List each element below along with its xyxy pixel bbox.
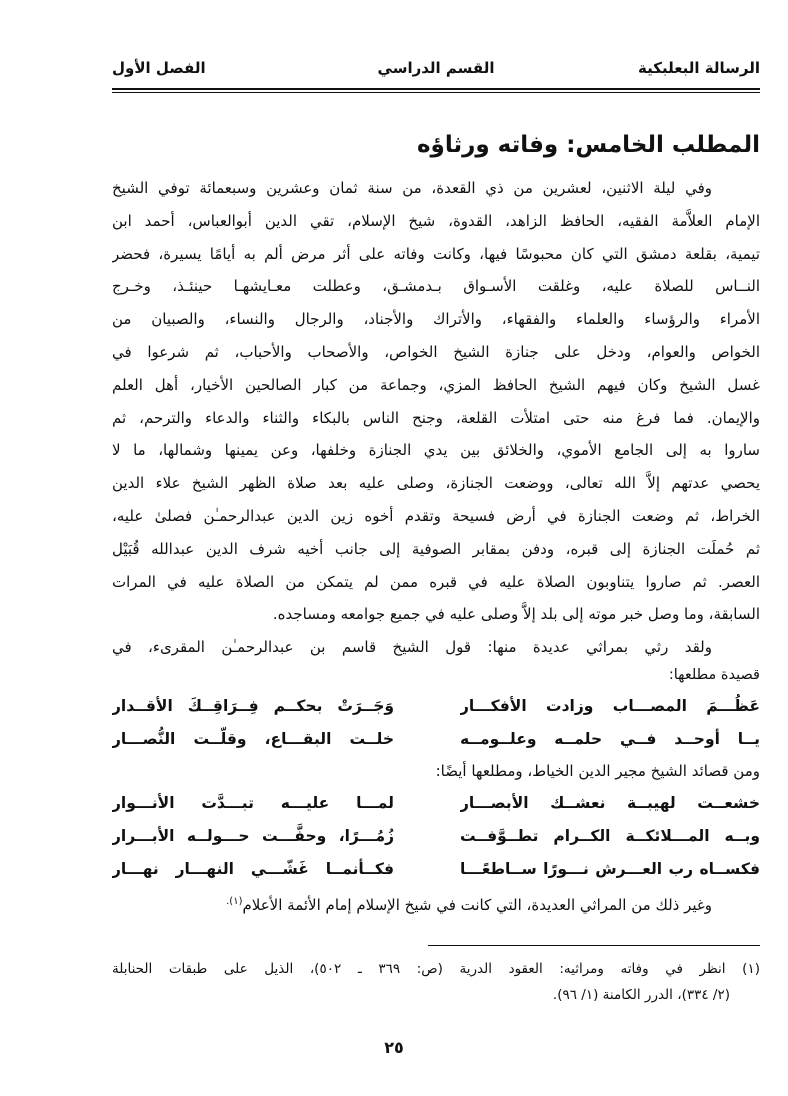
body-line: ساروا به إلى الجامع الأموي، والخلائق بين يدي الجنازة وخلفها، وعن يمينها وشمالها، ما لا — [112, 441, 760, 460]
body-line: الأمراء والرؤساء والعلماء والفقهاء، والأتراك والأجناد، والرجال والنساء، والصبيان من — [112, 310, 760, 329]
verse-first-hemistich: يــا أوحــد فــي حلمــه وعلــومــه — [460, 729, 760, 748]
body-line: وفي ليلة الاثنين، لعشرين من ذي القعدة، من سنة ثمان وعشرين وسبعمائة توفي الشيخ — [112, 179, 712, 197]
verse-second-hemistich: لمـــا عليـــه تبـــدَّت الأنـــوار — [112, 794, 394, 812]
verse-row — [112, 853, 760, 886]
footnote-line — [112, 956, 760, 982]
body-text — [112, 172, 760, 686]
poem2-intro — [112, 758, 760, 784]
closing-text: وغير ذلك من المراثي العديدة، التي كانت في شيخ الإسلام إمام الأئمة الأعلام — [242, 896, 712, 914]
body-line: الإمام العلاَّمة الفقيه، الحافظ الزاهد، القدوة، شيخ الإسلام، تقي الدين أبوالعباس، أحمد ابن — [112, 211, 760, 230]
body-line: السابقة، وما وصل خبر موته إلى بلد إلاَّ وصلى عليه في جميع جوامعه ومساجده. — [272, 605, 760, 624]
section-title: المطلب الخامس: وفاته ورثاؤه — [416, 132, 760, 158]
poem-qasim — [112, 690, 760, 756]
body-line: الخراط، ثم وضعت الجنازة في أرض فسيحة وتقدم أخوه زين الدين عبدالرحمـٰن فصلىٰ عليه، — [112, 506, 760, 525]
body-line: غسل الشيخ وكان فيهم الشيخ الحافظ المزي، وجماعة من كبار الصالحين الأخيار، أهل العلم — [112, 375, 760, 394]
body-line: والإيمان. فما فرغ منه حتى امتلأت القلعة، وجنح الناس بالبكاء والثناء والدعاء والترحم، ثم — [112, 408, 760, 427]
page-number: ٢٥ — [384, 1038, 404, 1057]
closing-line — [112, 886, 760, 919]
footnote-reference: (١). — [226, 896, 243, 907]
running-header — [112, 55, 760, 83]
verse-second-hemistich: خلــت البقـــاع، وقلّــت النُّصـــار — [112, 729, 394, 748]
body-line: العصر. ثم صاروا يتناوبون الصلاة عليه في قبره ممن لم يتمكن من الصلاة عليه في المرات — [112, 572, 760, 591]
verse-first-hemistich: وبــه المـــلائكــة الكــرام تطــوَّفــت — [460, 826, 760, 845]
footnote-marker: (١) — [742, 961, 760, 977]
footnote-rule — [428, 945, 760, 946]
body-line: النــاس للصلاة عليه، وغلقت الأسـواق بـدمشـق، وعطلت معـايشهـا حينئـذ، وخـرج — [112, 277, 760, 296]
header-section: القسم الدراسي — [377, 59, 495, 77]
verse-first-hemistich: خشعــت لهيبــة نعشــك الأبصـــار — [460, 794, 760, 812]
body-line: يحصي عدتهم إلاَّ الله تعالى، ووضعت الجنازة، وصلى عليه بعد صلاة الظهر الشيخ علاء الدين — [112, 474, 760, 493]
header-rule-thick — [112, 88, 760, 90]
body-line: تيمية، بقلعة دمشق التي كان محبوسًا فيها، وكانت وفاته على أثر مرض ألم به أيامًا يسيرة، فحضر — [112, 244, 760, 263]
footnotes — [112, 956, 760, 1008]
closing-paragraph — [112, 886, 760, 919]
verse-first-hemistich: فكســاه رب العـــرش نـــورًا ســاطعًـــا — [460, 859, 760, 878]
header-chapter: الفصل الأول — [112, 59, 206, 77]
footnote-line: (٢/ ٣٣٤)، الدرر الكامنة (١/ ٩٦). — [552, 987, 730, 1003]
verse-row — [112, 820, 760, 853]
elegy-intro-line: قصيدة مطلعها: — [668, 666, 760, 683]
elegy-intro-line: ولقد رثي بمراثي عديدة منها: قول الشيخ قاسم بن عبدالرحمـٰن المقرىء، في — [112, 638, 712, 657]
header-rule-thin — [112, 92, 760, 93]
verse-second-hemistich: زُمُـــرًا، وحفَّـــت حـــولــه الأبـــرار — [112, 826, 394, 845]
verse-second-hemistich: فكــأنمــا غَشّـــي النهـــار نهـــار — [112, 859, 394, 878]
header-book-title: الرسالة البعلبكية — [638, 59, 760, 77]
verse-first-hemistich: عَظُـــمَ المصـــاب وزادت الأفكـــار — [460, 697, 760, 715]
poem2-intro-line: ومن قصائد الشيخ مجير الدين الخياط، ومطلعها أيضًا: — [435, 762, 760, 780]
verse-row — [112, 690, 760, 723]
body-line: الخواص والعوام، ودخل على جنازة الشيخ الخواص، والأصحاب والأحباب، ثم شرعوا في — [112, 342, 760, 361]
footnote-text: انظر في وفاته ومراثيه: العقود الدرية (ص: ٣٦٩ ـ ٥٠٢)، الذيل على طبقات الحنابلة — [112, 961, 726, 977]
poem-khayyat — [112, 787, 760, 885]
verse-second-hemistich: وَجَــرَتْ بحكــم فِــرَاقِــكَ الأقــدار — [112, 697, 394, 715]
verse-row — [112, 787, 760, 820]
verse-row — [112, 723, 760, 756]
body-line: ثم حُملَت الجنازة إلى قبره، ودفن بمقابر الصوفية إلى جانب أخيه شرف الدين عبدالله قُبَيْل — [112, 539, 760, 558]
